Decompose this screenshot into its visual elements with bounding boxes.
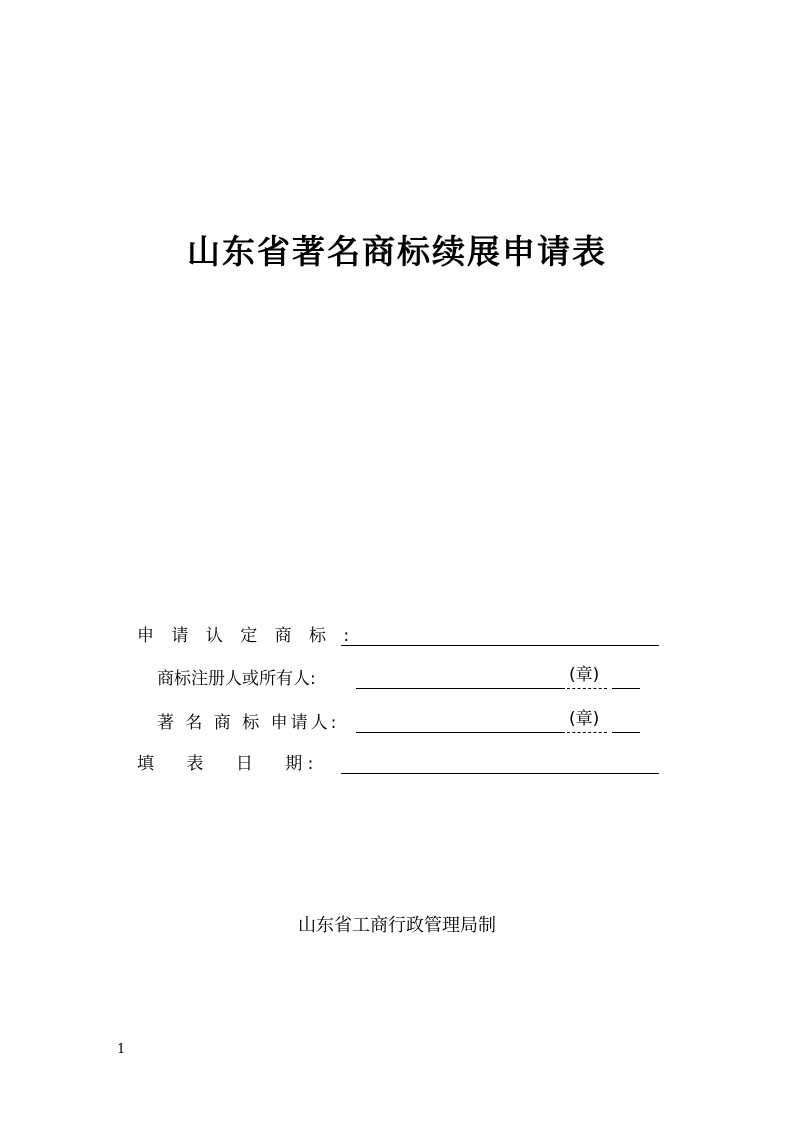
field-line-registrant[interactable]	[356, 688, 565, 689]
field-row-trademark	[137, 621, 662, 651]
field-line-date[interactable]	[341, 773, 659, 774]
field-label-trademark: 申 请 认 定 商 标 :	[137, 626, 356, 646]
document-title: 山东省著名商标续展申请表	[187, 232, 607, 271]
field-line-applicant[interactable]	[356, 732, 565, 733]
seal-label: (章)	[569, 665, 600, 685]
field-line-trademark[interactable]	[341, 645, 659, 646]
field-line-registrant-tail	[612, 688, 640, 689]
field-line-applicant-tail	[612, 732, 640, 733]
field-label-applicant: 著 名 商 标 申请人:	[157, 713, 340, 733]
seal-label: (章)	[569, 709, 600, 729]
page-number: 1	[117, 1042, 126, 1057]
field-row-date	[137, 749, 662, 779]
field-label-registrant: 商标注册人或所有人:	[157, 669, 316, 689]
field-row-applicant	[157, 708, 642, 738]
field-row-registrant	[157, 664, 642, 694]
issuer-text: 山东省工商行政管理局制	[298, 915, 496, 936]
field-label-date: 填 表 日 期 :	[137, 754, 314, 774]
